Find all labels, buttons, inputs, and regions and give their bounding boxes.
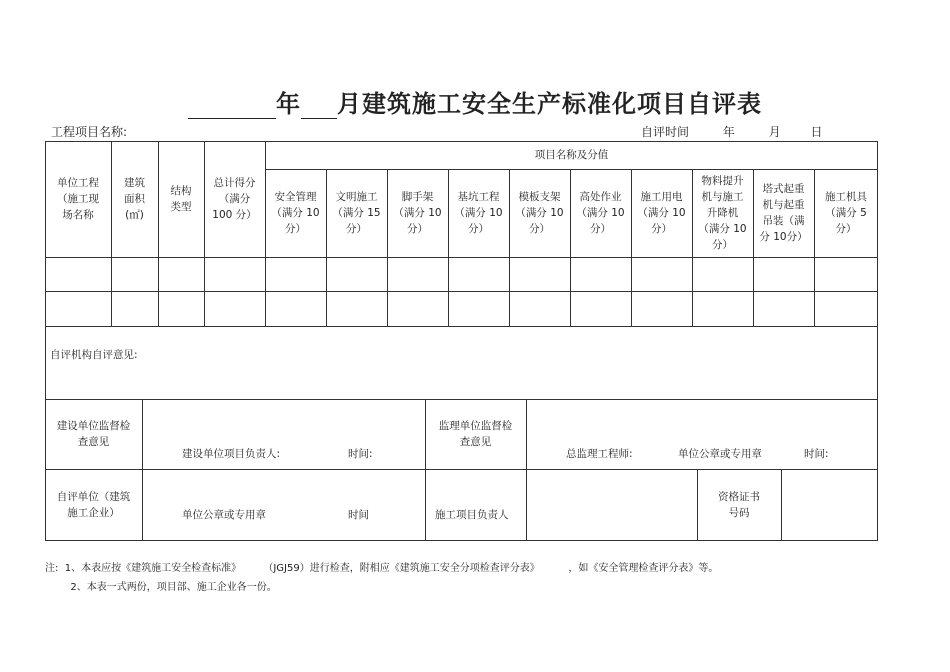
eval-day: 日 [810,125,823,139]
seal-label-1: 单位公章或专用章 [678,448,762,460]
item-header-safety-management: 安全管理 （满分 10 分） [271,191,320,235]
seal-label-2: 单位公章或专用章 [182,509,266,521]
time-label-3: 时间 [348,509,369,521]
year-blank[interactable] [188,94,276,119]
col-header-area: 建筑 面积 (㎡) [124,177,145,221]
self-unit-label: 自评单位（建筑 施工企业） [56,491,131,519]
item-header-civilized-construction: 文明施工 （满分 15 分） [332,191,381,235]
col-header-structure: 结构 类型 [170,185,192,213]
item-header-work-at-height: 高处作业 （满分 10 分） [576,191,625,235]
project-name-label: 工程项目名称: [51,125,128,139]
time-label-2: 时间: [804,448,829,460]
title-year-char: 年 [276,90,301,118]
supervisor-opinion-label: 监理单位监督检 查意见 [438,420,513,448]
item-header-tools: 施工机具 （满分 5 分） [825,191,867,235]
data-entry-row-2[interactable] [45,291,878,326]
month-blank[interactable] [301,94,337,119]
item-header-electricity: 施工用电 （满分 10 分） [637,191,686,235]
cert-number-label: 资格证书 号码 [718,491,760,519]
self-opinion-label: 自评机构自评意见: [50,349,138,361]
chief-supervisor-label: 总监理工程师: [566,448,633,460]
col-header-unit: 单位工程 （施工现 场名称 [57,177,99,221]
note-line-2: 2、本表一式两份，项目部、施工企业各一份。 [45,582,277,593]
item-header-tower-crane: 塔式起重 机与起重 吊装（满 分 10分） [759,183,808,243]
item-header-hoist: 物料提升 机与施工 升降机 （满分 10 分） [698,175,747,251]
time-label-1: 时间: [348,448,373,460]
item-header-scaffolding: 脚手架 （满分 10 分） [393,191,442,235]
eval-year: 年 [722,125,735,139]
title-main: 月建筑施工安全生产标准化项目自评表 [337,90,762,118]
project-leader-label: 施工项目负责人 [435,509,509,521]
eval-time-line [641,123,823,140]
eval-month: 月 [768,125,781,139]
item-header-foundation-pit: 基坑工程 （满分 10 分） [454,191,503,235]
construction-supervision-label: 建设单位监督检 查意见 [56,420,131,448]
evaluation-table [45,141,878,541]
col-header-items-group: 项目名称及分值 [534,149,609,161]
note-line-1: 注: 1、本表应按《建筑施工安全检查标准》 （JGJ59）进行检查，附相应《建筑施工安全分项检查评分表》 ，如《安全管理检查评分表》等。 [45,563,719,574]
construction-leader-label: 建设单位项目负责人: [182,448,281,460]
eval-time-label: 自评时间 [641,125,690,139]
item-header-formwork: 模板支架 （满分 10 分） [515,191,564,235]
col-header-total: 总计得分 （满分 100 分） [212,177,257,221]
data-entry-row-1[interactable] [45,257,878,291]
form-title [0,84,950,119]
